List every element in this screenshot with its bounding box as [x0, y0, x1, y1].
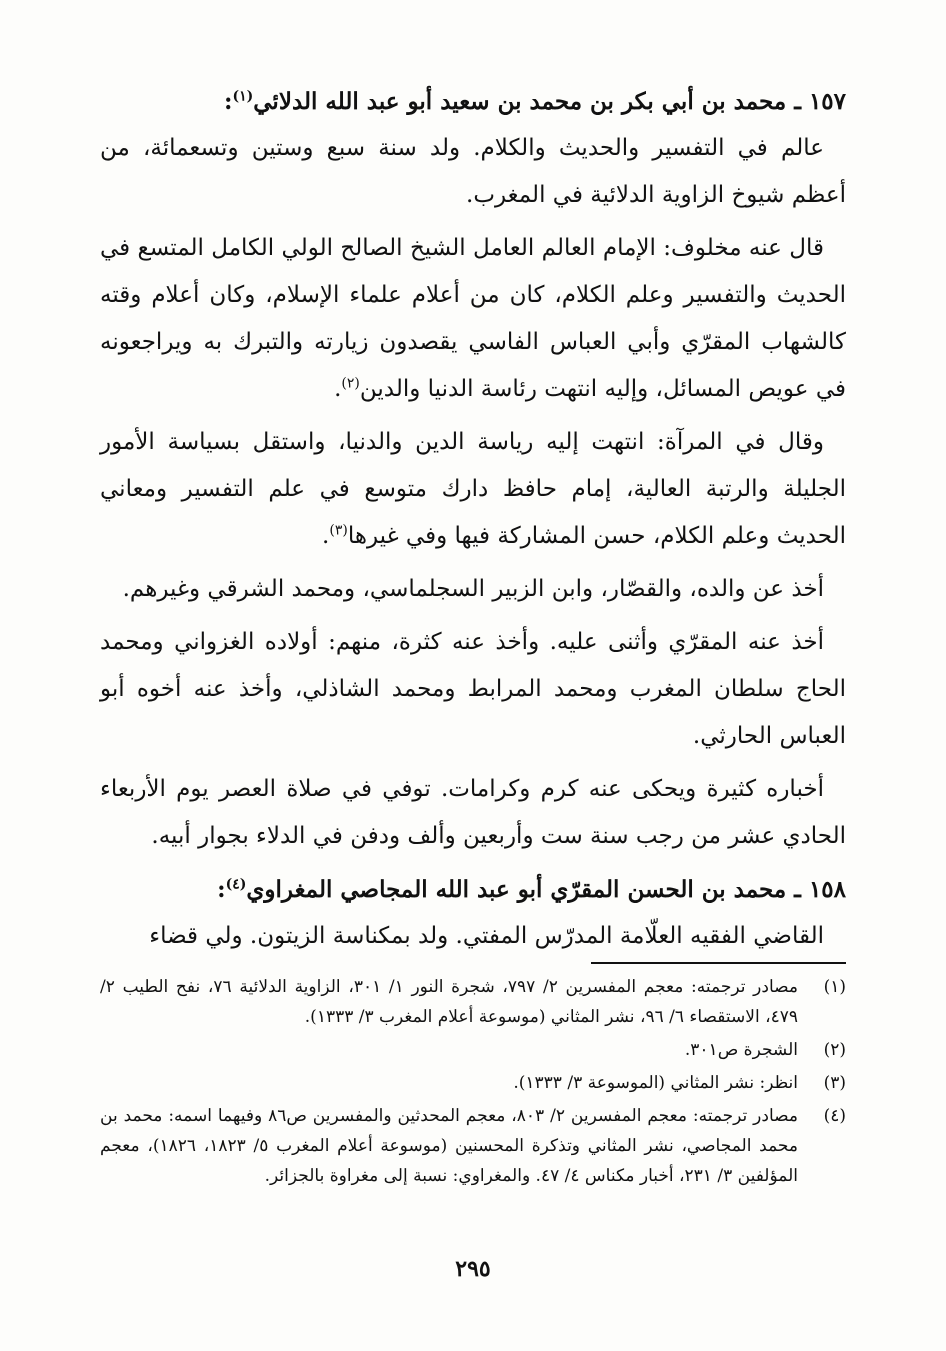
paragraph: عالم في التفسير والحديث والكلام. ولد سنة سبع وستين وتسعمائة، من أعظم شيوخ الزاوية الدلائية في المغرب. [100, 135, 846, 208]
paragraph-end: . [334, 376, 342, 402]
footnote-3 [100, 1068, 846, 1098]
paragraph: أخباره كثيرة ويحكى عنه كرم وكرامات. توفي في صلاة العصر يوم الأربعاء الحادي عشر من رجب سنة ست وأربعين وألف ودفن في الدلاء بجوار أبيه. [100, 776, 846, 849]
footnote-2 [100, 1035, 846, 1065]
footnote-text: مصادر ترجمته: معجم المفسرين ٢/ ٧٩٧، شجرة النور ١/ ٣٠١، الزاوية الدلائية ٧٦، نفح الطيب ٢/ ٤٧٩، الاستقصاء ٦/ ٩٦، نشر المثاني (موسوعة أعلام المغرب ٣/ ١٣٣٣). [100, 977, 798, 1027]
footnote-number: (٤) [823, 1106, 846, 1126]
heading-colon: : [217, 876, 226, 903]
paragraph-text: قال عنه مخلوف: الإمام العالم العامل الشيخ الصالح الولي الكامل المتسع في الحديث والتفسير وعلم الكلام، كان من أعلام علماء الإسلام، وكان أعلام وقته كالشهاب المقرّي وأبي العباس الفاسي يقصدون زيارته والتبرك به ويراجعونه في عويص المسائل، وإليه انتهت رئاسة الدنيا والدين [100, 235, 846, 402]
footnote-number: (١) [823, 977, 846, 997]
footnote-text: انظر: نشر المثاني (الموسوعة ٣/ ١٣٣٣). [513, 1073, 798, 1093]
entry-heading-158 [100, 866, 846, 913]
paragraph: أخذ عنه المقرّي وأثنى عليه. وأخذ عنه كثرة، منهم: أولاده الغزواني ومحمد الحاج سلطان المغرب ومحمد المرابط ومحمد الشاذلي، وأخذ عنه أخوه أبو العباس الحارثي. [100, 629, 846, 749]
page-number: ٢٩٥ [455, 1256, 491, 1282]
entry-heading-157 [100, 78, 846, 125]
main-text [100, 78, 846, 966]
entry-heading-text: ١٥٨ ـ محمد بن الحسن المقرّي أبو عبد الله المجاصي المغراوي [246, 876, 846, 903]
footnote-separator [591, 962, 846, 964]
footnote-4 [100, 1101, 846, 1191]
paragraph-text: وقال في المرآة: انتهت إليه رياسة الدين والدنيا، واستقل بسياسة الأمور الجليلة والرتبة العالية، إمام حافظ دارك متوسع في علم التفسير ومعاني الحديث وعلم الكلام، حسن المشاركة فيها وفي غيرها [100, 429, 846, 549]
footnote-ref[interactable]: (٢) [341, 375, 360, 392]
footnote-number: (٢) [823, 1040, 846, 1060]
paragraph [100, 419, 846, 560]
footnote-1 [100, 972, 846, 1032]
heading-colon: : [223, 88, 233, 115]
footnote-number: (٣) [823, 1073, 846, 1093]
footnote-text: مصادر ترجمته: معجم المفسرين ٢/ ٨٠٣، معجم المحدثين والمفسرين ص٨٦ وفيهما اسمه: محمد بن محمد المجاصي، نشر المثاني وتذكرة المحسنين (موسوعة أعلام المغرب ٥/ ١٨٢٣، ١٨٢٦)، معجم المؤلفين ٣/ ٢٣١، أخبار مكناس ٤/ ٤٧. والمغراوي: نسبة إلى مغراوة بالجزائر. [100, 1106, 798, 1186]
entry-heading-text: ١٥٧ ـ محمد بن أبي بكر بن محمد بن سعيد أبو عبد الله الدلائي [253, 88, 846, 115]
paragraph: القاضي الفقيه العلّامة المدرّس المفتي. ولد بمكناسة الزيتون. ولي قضاء [149, 923, 824, 949]
footnote-ref[interactable]: (٣) [329, 522, 348, 539]
footnotes [100, 972, 846, 1194]
paragraph: أخذ عن والده، والقصّار، وابن الزبير السجلماسي، ومحمد الشرقي وغيرهم. [122, 576, 824, 602]
paragraph [100, 225, 846, 413]
footnote-ref[interactable]: (١) [232, 88, 254, 105]
footnote-text: الشجرة ص٣٠١. [684, 1040, 798, 1060]
paragraph-end: . [322, 523, 330, 549]
footnote-ref[interactable]: (٤) [225, 876, 247, 893]
